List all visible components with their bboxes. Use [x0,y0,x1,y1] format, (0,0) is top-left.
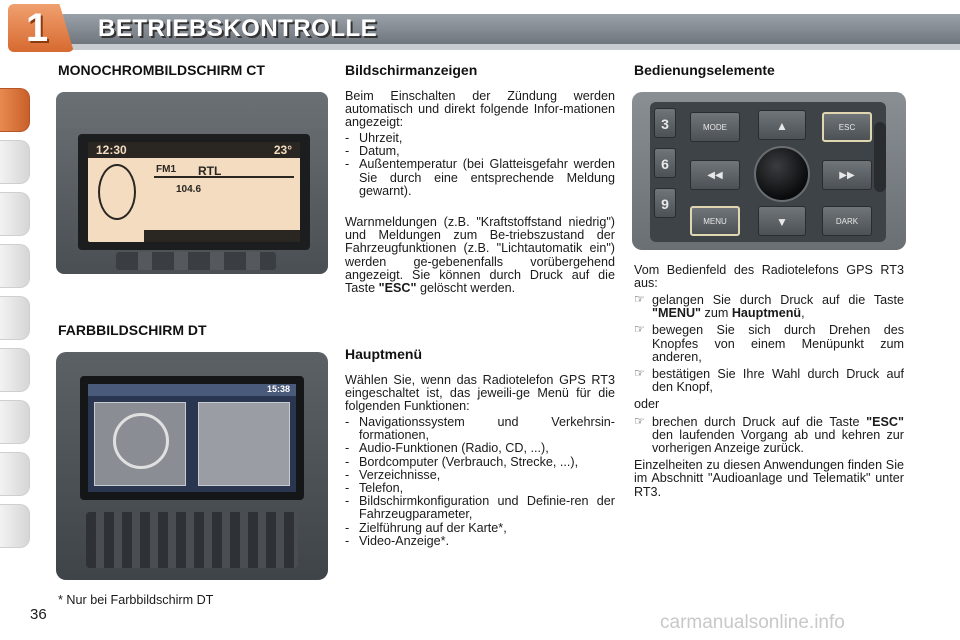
seek-back-button[interactable]: ◀◀ [690,160,740,190]
pointing-hand-icon: ☞ [634,292,645,306]
footnote: * Nur bei Farbbildschirm DT [58,593,214,607]
pointing-hand-icon: ☞ [634,413,645,428]
watermark: carmanualsonline.info [660,612,845,633]
pointing-hand-icon: ☞ [634,366,645,381]
menu-intro: Wählen Sie, wenn das Radiotelefon GPS RT3 eingeschaltet ist, das jeweili-ge Menü für die folgenden Funktionen: [345,373,615,414]
side-tab-8[interactable] [0,452,30,496]
dark-button[interactable]: DARK [822,206,872,236]
esc-button[interactable]: ESC [822,112,872,142]
header-strip [60,44,960,50]
side-tab-4[interactable] [0,244,30,288]
list-item: ☞ brechen durch Druck auf die Taste "ESC" den laufenden Vorgang ab und kehren zur vorherigen Anzeige zurück. [634,413,904,456]
pointing-hand-icon: ☞ [634,322,645,337]
chapter-side-tabs [0,62,34,582]
list-item: - Verzeichnisse, [345,467,441,482]
list-item: - Bildschirmkonfiguration und Definie-ren der Fahrzeugparameter, [345,494,615,522]
page-number: 36 [30,606,47,623]
up-arrow-button[interactable]: ▲ [758,110,806,140]
list-item: - Zielführung auf der Karte*, [345,520,507,535]
preset-6-button[interactable]: 6 [654,148,676,178]
side-tab-5[interactable] [0,296,30,340]
list-item: ☞ bestätigen Sie Ihre Wahl durch Druck auf den Knopf, [634,366,904,395]
display-intro: Beim Einschalten der Zündung werden automatisch und direkt folgende Infor-mationen angezeigt: [345,89,615,130]
side-tab-9[interactable] [0,504,30,548]
side-tab-3[interactable] [0,192,30,236]
list-item: - Video-Anzeige*. [345,533,450,548]
mono-lcd [88,142,300,242]
menu-list [345,416,615,548]
controls-outro: Einzelheiten zu diesen Anwendungen finden Sie im Abschnitt "Audioanlage und Telematik" unter RT3. [634,458,904,499]
mono-time: 12:30 [96,143,127,157]
list-item: ☞ gelangen Sie durch Druck auf die Taste "MENU" zum Hauptmenü, [634,292,904,321]
down-arrow-button[interactable]: ▼ [758,206,806,236]
color-display-photo [56,352,328,580]
list-item: - Navigationssystem und Verkehrsin-formationen, [345,415,615,443]
mode-button[interactable]: MODE [690,112,740,142]
seek-forward-button[interactable]: ▶▶ [822,160,872,190]
display-heading: Bildschirmanzeigen [345,62,478,78]
list-item: - Außentemperatur (bei Glatteisgefahr werden Sie durch eine entsprechende Meldung gewarnt). [345,157,615,198]
display-list [345,132,615,198]
oder-label: oder [634,397,660,412]
side-tab-2[interactable] [0,140,30,184]
list-item: - Bordcomputer (Verbrauch, Strecke, ...), [345,454,579,469]
list-item: - Audio-Funktionen (Radio, CD, ...), [345,441,549,456]
list-item: - Telefon, [345,481,404,496]
menu-heading: Hauptmenü [345,346,422,362]
color-time: 15:38 [266,384,290,394]
side-tab-6[interactable] [0,348,30,392]
audio-panel [198,402,290,486]
controls-intro: Vom Bedienfeld des Radiotelefons GPS RT3 aus: [634,263,904,291]
side-tab-1[interactable] [0,88,30,132]
color-heading: FARBBILDSCHIRM DT [58,322,207,338]
mono-temp: 23° [273,143,292,157]
menu-button[interactable]: MENU [690,206,740,236]
color-lcd [88,384,296,492]
mono-display-photo [56,92,328,274]
preset-9-button[interactable]: 9 [654,188,676,218]
side-tab-7[interactable] [0,400,30,444]
controls-heading: Bedienungselemente [634,62,775,78]
mono-heading: MONOCHROMBILDSCHIRM CT [58,62,265,78]
mono-frequency: 104.6 [176,184,202,195]
warning-paragraph: Warnmeldungen (z.B. "Kraftstoffstand niedrig") und Meldungen zum Be-triebszustand der Fahrzeugfunktionen (z.B. "Lichtautomatik ein") werden ge-gebenenfalls vorübergehend angezeigt. Sie können durch Druck auf die Taste "ESC" gelöscht werden. [345,215,615,296]
esc-key-label: "ESC" [378,281,417,296]
controls-list [634,294,904,499]
air-vents [86,512,298,568]
mono-band: FM1 [156,164,176,175]
list-item: ☞ bewegen Sie sich durch Drehen des Knopfes von einem Menüpunkt zum anderen, [634,322,904,364]
control-panel-photo [632,92,906,250]
analog-clock-icon [113,413,169,469]
rotary-knob[interactable] [754,146,810,202]
card-slot [874,122,886,192]
preset-3-button[interactable]: 3 [654,108,676,138]
list-item: - Datum, [345,144,400,159]
page-title: BETRIEBSKONTROLLE [98,15,378,42]
list-item: - Uhrzeit, [345,131,403,145]
chapter-number: 1 [25,6,49,50]
mono-station: RTL [198,164,222,178]
analog-clock-icon [98,164,136,220]
air-vents [116,252,276,270]
page-header [0,0,960,58]
